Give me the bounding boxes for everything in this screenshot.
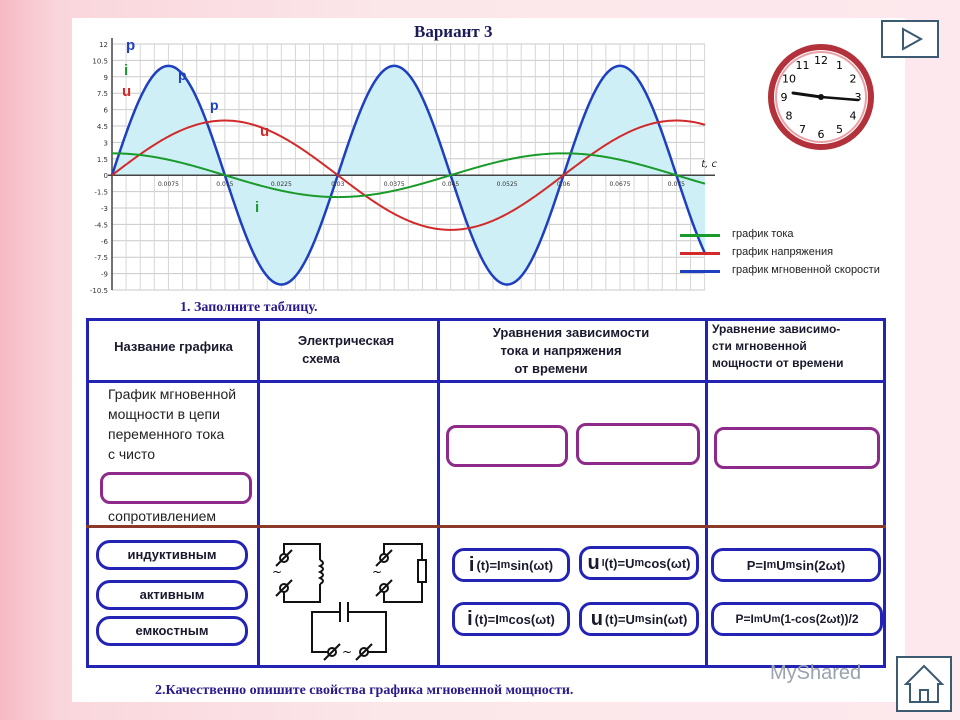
header-power-1: Уравнение зависимо- [712, 322, 841, 336]
col-divider-2 [437, 318, 440, 668]
eq-u-letter: u [587, 551, 600, 574]
eq-u2-sub: m [634, 613, 645, 625]
row-text-4: с чисто [108, 446, 156, 462]
header-eq-1: Уравнения зависимости [492, 325, 650, 340]
clock-number: 3 [854, 91, 862, 104]
eq-i2-text: (t)=I [474, 611, 499, 627]
eq-u1-prime: I [601, 557, 605, 569]
eq-i2-tail: cos(ωt) [508, 611, 555, 627]
eq-p1-tail: sin(2ωt) [795, 557, 846, 573]
answer-drop-resistance[interactable] [100, 472, 252, 504]
clock-number: 9 [780, 91, 788, 104]
x-tick-label: 0.0375 [383, 181, 405, 189]
y-tick-label: 9 [103, 73, 108, 82]
x-tick-label: 0.03 [331, 181, 345, 189]
y-tick-label: -10.5 [89, 287, 108, 295]
label-i-axis: i [124, 62, 129, 79]
clock-number: 1 [836, 58, 843, 72]
clock-number: 12 [814, 54, 828, 67]
header-eq-3: от времени [514, 361, 588, 376]
clock-number: 6 [817, 128, 825, 141]
answer-drop-power[interactable] [714, 427, 880, 469]
legend-voltage [680, 244, 910, 262]
eq-u1-text: (t)=U [604, 555, 635, 571]
home-button[interactable] [896, 656, 952, 712]
answer-drop-current[interactable] [446, 425, 568, 467]
eq-p1-sub2: m [785, 559, 796, 571]
label-p-curve-2: p [210, 97, 219, 113]
clock-number: 4 [849, 109, 857, 123]
y-tick-label: -6 [101, 237, 108, 246]
equation-power-sin[interactable] [711, 548, 881, 582]
eq-i1-text: (t)=I [476, 557, 501, 573]
y-tick-label: -7.5 [94, 254, 108, 263]
eq-i2-letter: i [467, 607, 473, 630]
watermark: MyShared [770, 662, 862, 684]
clock-number: 11 [795, 58, 810, 72]
svg-text:~: ~ [342, 645, 353, 659]
legend-power-swatch [680, 270, 720, 273]
circuit-diagrams[interactable] [262, 530, 432, 670]
legend-current-swatch [680, 234, 720, 237]
task-table [86, 318, 890, 672]
equation-voltage-sin[interactable] [579, 602, 699, 636]
label-p-axis: p [126, 37, 136, 54]
label-u-curve: u [260, 123, 270, 140]
x-axis-label: t, c [701, 159, 717, 171]
equation-power-cos[interactable] [711, 602, 883, 636]
x-tick-label: 0.0675 [609, 181, 631, 189]
x-tick-label: 0.0075 [157, 181, 179, 189]
legend-voltage-label: график напряжения [732, 246, 834, 258]
y-tick-label: 7.5 [96, 90, 108, 99]
header-scheme-1: Электрическая [297, 333, 395, 348]
y-tick-label: 12 [99, 41, 108, 49]
equation-current-cos[interactable] [452, 602, 570, 636]
row-text-1: График мгновенной [108, 386, 237, 402]
eq-i1-sub: m [500, 559, 511, 571]
eq-u2-letter: u [590, 607, 603, 630]
label-u-axis: u [122, 83, 132, 100]
eq-p1-sub1: m [766, 559, 777, 571]
eq-p2-mid: U [762, 612, 772, 626]
y-tick-label: -3 [101, 205, 108, 213]
header-name: Название графика [114, 339, 233, 354]
eq-u1-tail: cos(ωt) [644, 555, 691, 571]
header-divider [86, 380, 886, 383]
chart-legend [680, 226, 910, 280]
eq-p2-sub2: m [771, 613, 781, 625]
option-capacitive[interactable]: емкостным [96, 616, 248, 646]
eq-p2-text: P=I [735, 612, 754, 626]
x-tick-label: 0.015 [216, 181, 234, 189]
svg-text:~: ~ [372, 565, 383, 579]
clock-icon [766, 42, 876, 152]
eq-i2-sub: m [498, 613, 509, 625]
eq-p2-tail: (1-cos(2ωt))/2 [780, 612, 859, 626]
x-tick-label: 0.045 [442, 181, 460, 189]
y-tick-label: 4.5 [96, 123, 108, 131]
clock-number: 10 [781, 72, 796, 86]
eq-u1-sub: m [634, 557, 645, 569]
col-divider-3 [705, 318, 708, 668]
y-tick-label: -1.5 [94, 188, 108, 197]
play-arrow-icon [883, 22, 937, 56]
clock-number: 2 [849, 72, 857, 86]
legend-power [680, 262, 910, 280]
header-power-2: сти мгновенной [712, 339, 807, 353]
row-text-2: мощности в цепи [108, 406, 220, 422]
row-text-5: сопротивлением [108, 508, 217, 524]
y-tick-label: 10.5 [92, 57, 108, 66]
legend-voltage-swatch [680, 252, 720, 255]
header-scheme-2: схема [302, 351, 340, 366]
col-divider-1 [257, 318, 260, 668]
y-tick-label: -9 [101, 270, 108, 279]
eq-p2-sub1: m [753, 613, 763, 625]
clock-number: 8 [785, 109, 793, 123]
equation-voltage-cos[interactable] [579, 546, 699, 580]
page-title: Вариант 3 [414, 22, 493, 41]
x-tick-label: 0.06 [556, 181, 571, 189]
y-tick-label: 0 [103, 172, 108, 181]
x-tick-label: 0.0525 [496, 181, 518, 189]
x-tick-label: 0.075 [667, 181, 685, 189]
eq-u2-tail: sin(ωt) [644, 611, 688, 627]
y-tick-label: 1.5 [96, 155, 108, 164]
header-power-3: мощности от времени [712, 356, 844, 370]
eq-i1-tail: sin(ωt) [510, 557, 554, 573]
eq-p1-mid: U [776, 557, 786, 573]
legend-current [680, 226, 910, 244]
next-slide-button[interactable] [881, 20, 939, 58]
task-2-heading: 2.Качественно опишите свойства графика мгновенной мощности. [155, 683, 574, 698]
option-inductive[interactable]: индуктивным [96, 540, 248, 570]
eq-u2-text: (t)=U [604, 611, 635, 627]
y-tick-label: 6 [103, 106, 108, 115]
svg-text:~: ~ [272, 565, 283, 579]
y-tick-label: -4.5 [94, 221, 108, 230]
clock-number: 5 [836, 123, 843, 137]
option-active[interactable]: активным [96, 580, 248, 610]
home-icon [898, 658, 950, 710]
eq-i-letter: i [468, 553, 475, 576]
eq-p1-text: P=I [746, 557, 767, 573]
legend-power-label: график мгновенной скорости [732, 264, 880, 276]
answer-drop-voltage[interactable] [576, 423, 700, 465]
task-1-heading: 1. Заполните таблицу. [180, 300, 318, 315]
clock-number: 7 [799, 123, 806, 137]
legend-current-label: график тока [732, 228, 794, 240]
header-eq-2: тока и напряжения [500, 343, 622, 358]
label-i-curve: i [255, 199, 260, 216]
y-tick-label: 3 [103, 139, 108, 148]
equation-current-sin[interactable] [452, 548, 570, 582]
row-text-3: переменного тока [108, 426, 225, 442]
x-tick-label: 0.0225 [270, 181, 292, 189]
label-p-curve-1: p [178, 67, 187, 83]
